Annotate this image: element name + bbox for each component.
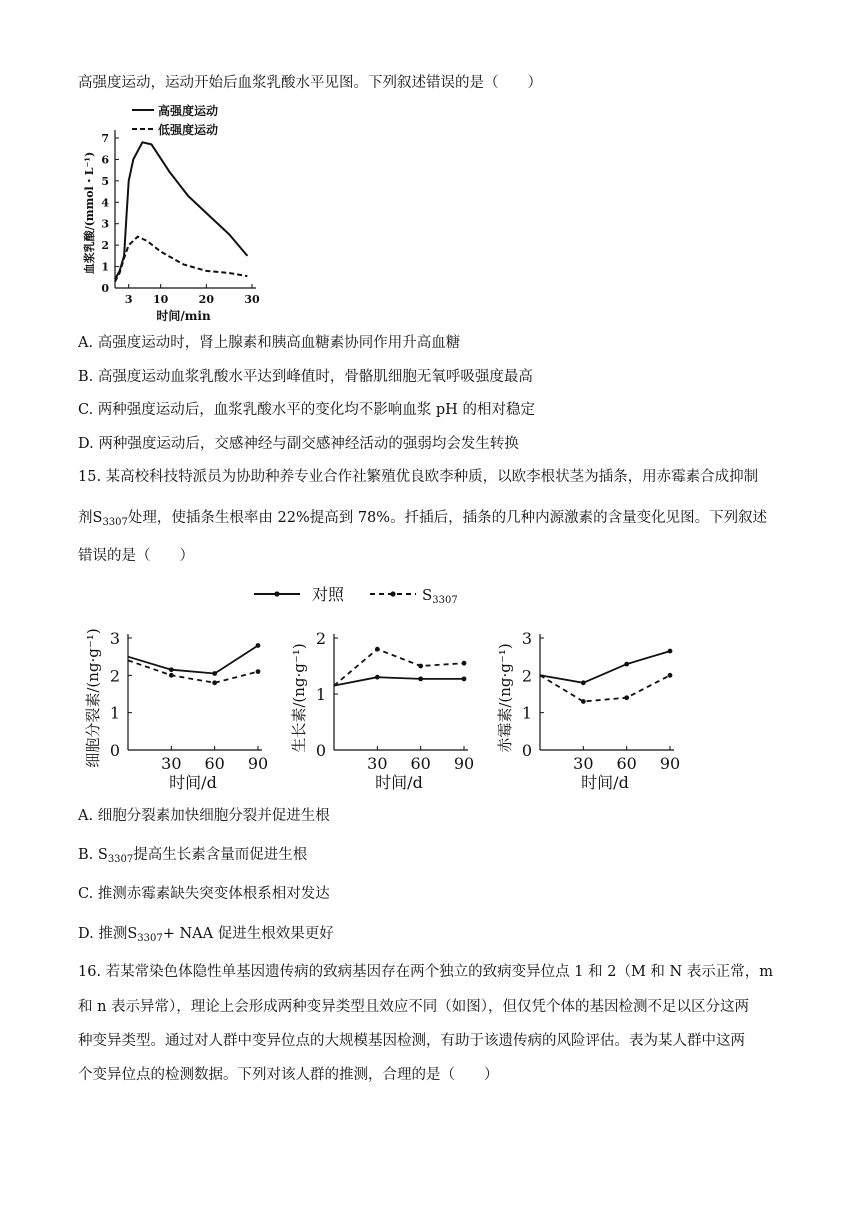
q15-stem-line3: 错误的是（ ）	[78, 548, 194, 564]
x-tick-label: 60	[616, 754, 637, 773]
series-line-low-intensity	[115, 237, 247, 282]
y-tick-label: 3	[101, 217, 109, 231]
gibberellin-line-chart	[492, 616, 692, 796]
legend-label-1: 低强度运动	[158, 123, 219, 137]
legend-s3307-marker	[390, 591, 395, 596]
point-s3307	[418, 664, 423, 669]
point-control	[581, 680, 586, 685]
point-s3307	[668, 673, 673, 678]
point-control	[256, 643, 261, 648]
y-tick-label: 0	[109, 741, 120, 760]
x-tick-label: 30	[573, 754, 594, 773]
y-axis-label: 细胞分裂素/(ng·g⁻¹)	[84, 628, 102, 768]
y-tick-label: 1	[101, 260, 109, 274]
point-control	[624, 662, 629, 667]
x-tick-label: 90	[453, 754, 475, 773]
q15-option-c: C. 推测赤霉素缺失突变体根系相对发达	[78, 886, 330, 902]
q14-option-b: B. 高强度运动血浆乳酸水平达到峰值时，骨骼肌细胞无氧呼吸强度最高	[78, 369, 533, 385]
q16-stem-line2: 和 n 表示异常），理论上会形成两种变异类型且效应不同（如图），但仅凭个体的基因检测不足以区分这两	[78, 999, 750, 1015]
x-axis-label: 时间/d	[375, 773, 423, 792]
x-tick-label: 30	[244, 293, 260, 306]
x-axis-label: 时间/d	[169, 773, 217, 792]
x-axis-label: 时间/d	[581, 773, 629, 792]
q15-stem-line2: 剂$S_{3307}$处理，使插条生根率由 22%提高到 78%。扦插后，插条的几种内源激素的含量变化见图。下列叙述	[78, 510, 768, 528]
y-tick-label: 2	[109, 666, 120, 686]
x-tick-label: 20	[198, 293, 214, 306]
point-s3307	[256, 669, 261, 674]
series-line-control	[334, 677, 464, 685]
y-tick-label: 0	[521, 741, 532, 760]
q15-option-a: A. 细胞分裂素加快细胞分裂并促进生根	[78, 808, 330, 824]
y-tick-label: 5	[101, 174, 109, 188]
legend-label-0: 高强度运动	[158, 104, 219, 118]
y-tick-label: 4	[101, 196, 109, 210]
q14-intro: 高强度运动，运动开始后血浆乳酸水平见图。下列叙述错误的是（ ）	[78, 75, 542, 91]
auxin-line-chart	[286, 616, 486, 796]
series-line-high-intensity	[115, 142, 247, 279]
y-tick-label: 1	[109, 703, 120, 723]
y-tick-label: 2	[101, 239, 109, 253]
q14-option-a: A. 高强度运动时，肾上腺素和胰高血糖素协同作用升高血糖	[78, 335, 461, 351]
q14-option-d: D. 两种强度运动后，交感神经与副交感神经活动的强弱均会发生转换	[78, 436, 519, 452]
point-control	[462, 676, 467, 681]
point-s3307	[624, 695, 629, 700]
legend-s3307-label: $S_{3307}$	[422, 586, 458, 606]
point-control	[375, 675, 380, 680]
point-control	[212, 671, 217, 676]
q16-stem-line3: 种变异类型。通过对人群中变异位点的大规模基因检测，有助于该遗传病的风险评估。表为某人群中这两	[78, 1033, 745, 1049]
x-tick-label: 30	[367, 754, 388, 773]
y-tick-label: 0	[315, 741, 326, 760]
x-tick-label: 30	[161, 754, 182, 773]
point-control	[418, 676, 423, 681]
y-tick-label: 1	[315, 685, 326, 704]
series-line-s3307	[334, 649, 464, 685]
point-s3307	[581, 699, 586, 704]
x-tick-label: 3	[124, 293, 133, 306]
y-tick-label: 0	[101, 282, 109, 295]
lactate-line-chart	[80, 100, 280, 325]
y-tick-label: 7	[101, 132, 109, 145]
y-tick-label: 3	[109, 629, 120, 648]
q15-option-b: B. $S_{3307}$提高生长素含量而促进生根	[78, 847, 308, 865]
x-axis-label: 时间/min	[156, 309, 211, 323]
q16-stem-line1: 16. 若某常染色体隐性单基因遗传病的致病基因存在两个独立的致病变异位点 1 和 2（M 和 N 表示正常，m	[78, 964, 774, 980]
y-tick-label: 1	[521, 703, 532, 723]
point-s3307	[375, 647, 380, 652]
point-s3307	[462, 661, 467, 666]
x-tick-label: 90	[247, 754, 269, 773]
q15-option-d: D. 推测$S_{3307}+$ NAA 促进生根效果更好	[78, 926, 334, 944]
legend-control-marker	[274, 591, 279, 596]
point-control	[668, 649, 673, 654]
point-s3307	[212, 680, 217, 685]
y-tick-label: 2	[521, 666, 532, 686]
y-axis-label: 赤霉素/(ng·g⁻¹)	[496, 643, 514, 753]
y-tick-label: 3	[521, 629, 532, 648]
q15-stem-line1: 15. 某高校科技特派员为协助种养专业合作社繁殖优良欧李种质，以欧李根状茎为插条，用赤霉素合成抑制	[78, 469, 759, 485]
y-axis-label: 生长素/(ng·g⁻¹)	[290, 643, 308, 753]
series-line-control	[540, 651, 670, 683]
x-tick-label: 60	[204, 754, 225, 773]
hormone-chart-legend	[250, 582, 480, 606]
cytokinin-line-chart	[80, 616, 280, 796]
x-tick-label: 10	[153, 293, 169, 306]
y-axis-label: 血浆乳酸/(mmol・L⁻¹)	[83, 151, 96, 275]
x-tick-label: 60	[410, 754, 431, 773]
legend-control-label: 对照	[312, 585, 345, 604]
y-tick-label: 6	[101, 153, 109, 167]
series-line-control	[128, 646, 258, 674]
q14-option-c: C. 两种强度运动后，血浆乳酸水平的变化均不影响血浆 pH 的相对稳定	[78, 402, 535, 418]
q16-stem-line4: 个变异位点的检测数据。下列对该人群的推测，合理的是（ ）	[78, 1067, 499, 1083]
x-tick-label: 90	[659, 754, 681, 773]
point-control	[169, 667, 174, 672]
point-s3307	[169, 673, 174, 678]
y-tick-label: 2	[315, 629, 326, 648]
